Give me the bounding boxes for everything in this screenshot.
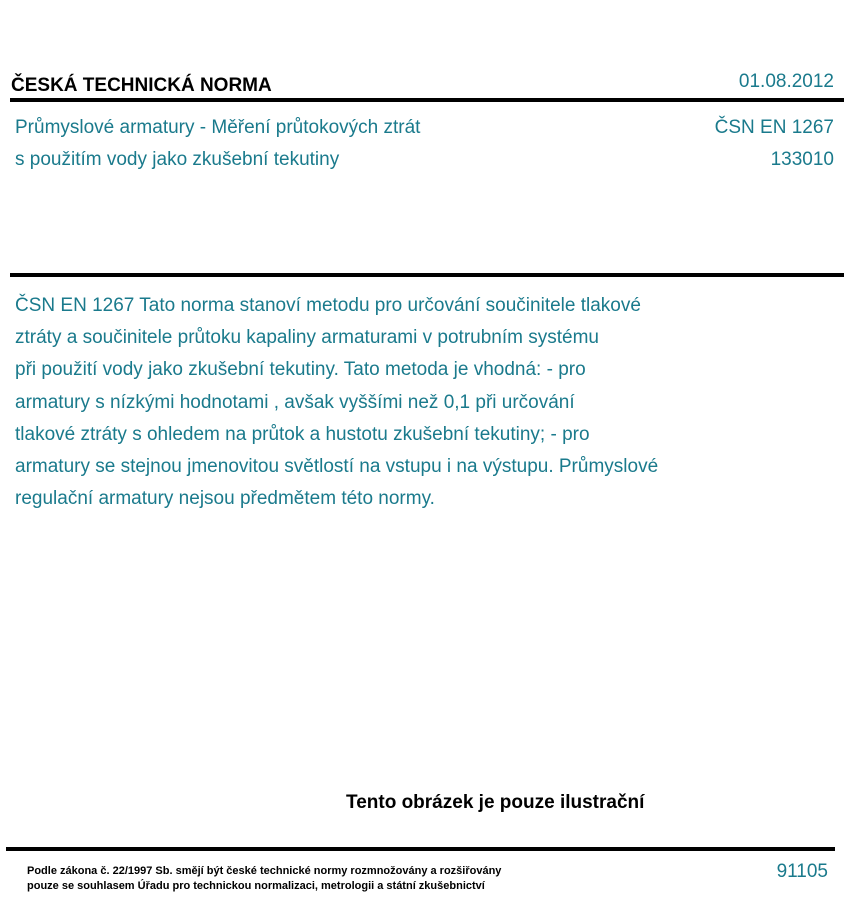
abstract-line: regulační armatury nejsou předmětem této normy. — [15, 488, 435, 510]
legal-notice-line: Podle zákona č. 22/1997 Sb. smějí být české technické normy rozmnožovány a rozšiřovány — [27, 865, 502, 877]
catalog-number: 91105 — [776, 861, 828, 882]
abstract-line: ztráty a součinitele průtoku kapaliny armaturami v potrubním systému — [15, 327, 599, 349]
footer-divider — [6, 847, 835, 851]
standard-title-line-2: s použitím vody jako zkušební tekutiny — [15, 149, 340, 170]
header-divider — [10, 98, 844, 102]
legal-notice — [27, 864, 501, 894]
document-header-title: ČESKÁ TECHNICKÁ NORMA — [11, 75, 272, 96]
standard-designation: ČSN EN 1267 — [714, 117, 834, 138]
standard-title-line-1: Průmyslové armatury - Měření průtokových ztrát — [15, 117, 421, 138]
abstract-line: ČSN EN 1267 Tato norma stanoví metodu pro určování součinitele tlakové — [15, 295, 641, 316]
publication-date: 01.08.2012 — [738, 71, 834, 92]
classification-code: 133010 — [770, 149, 834, 170]
abstract-line: armatury s nízkými hodnotami , avšak vyššími než 0,1 při určování — [15, 391, 575, 413]
abstract-line: armatury se stejnou jmenovitou světlostí na vstupu i na výstupu. Průmyslové — [15, 456, 659, 478]
abstract-line: tlakové ztráty s ohledem na průtok a hustotu zkušební tekutiny; - pro — [15, 423, 590, 445]
section-divider — [10, 273, 844, 277]
legal-notice-line: pouze se souhlasem Úřadu pro technickou normalizaci, metrologii a státní zkušebnictví — [27, 880, 485, 892]
abstract-text — [15, 290, 775, 515]
illustration-notice: Tento obrázek je pouze ilustrační — [346, 792, 645, 813]
abstract-line: při použití vody jako zkušební tekutiny. Tato metoda je vhodná: - pro — [15, 359, 586, 381]
